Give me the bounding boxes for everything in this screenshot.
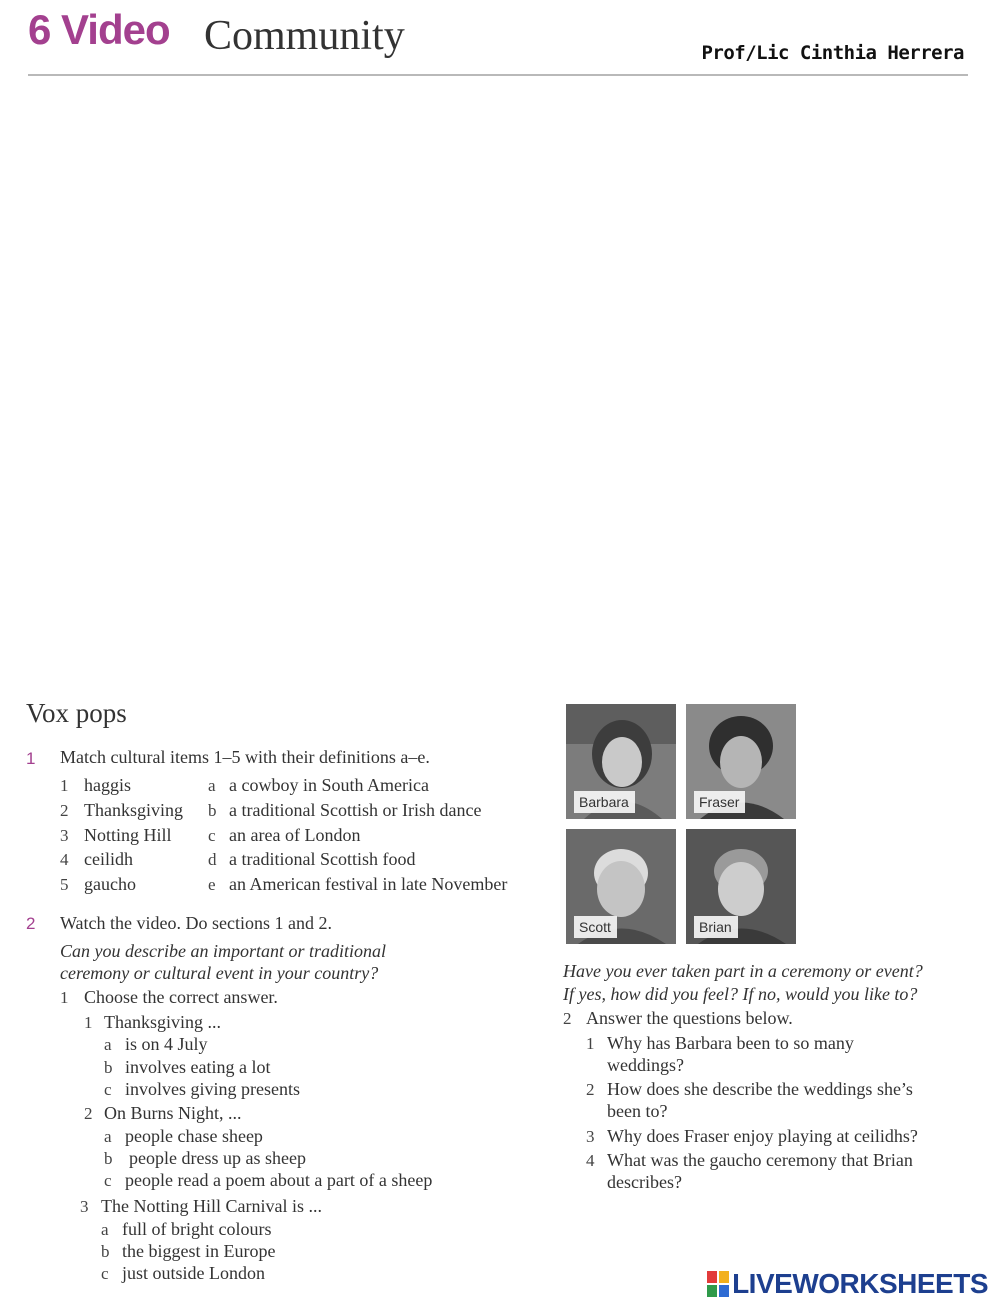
q2-part-num: 2 bbox=[563, 1009, 572, 1028]
brand-name: LIVEWORKSHEETS bbox=[732, 1268, 988, 1299]
author-name: Prof/Lic Cinthia Herrera bbox=[701, 42, 964, 64]
q1-def-letter: b bbox=[208, 801, 217, 820]
q1-item: Notting Hill bbox=[84, 825, 172, 845]
q2-part2-instruction: Answer the questions below. bbox=[586, 1008, 793, 1028]
open-question: weddings? bbox=[607, 1055, 684, 1075]
liveworksheets-icon bbox=[707, 1271, 729, 1297]
section-title: Vox pops bbox=[26, 698, 127, 728]
q1-definition: a traditional Scottish food bbox=[229, 849, 416, 869]
mc-option-letter: b bbox=[101, 1242, 110, 1261]
photo-brian bbox=[686, 829, 796, 944]
open-question-num: 2 bbox=[586, 1080, 595, 1099]
q1-item: Thanksgiving bbox=[84, 800, 183, 820]
mc-option-letter: a bbox=[104, 1035, 112, 1054]
open-question: How does she describe the weddings she’s bbox=[607, 1079, 913, 1099]
photo-fraser bbox=[686, 704, 796, 819]
mc-option[interactable]: is on 4 July bbox=[125, 1034, 208, 1054]
photo-barbara bbox=[566, 704, 676, 819]
mc-option[interactable]: involves giving presents bbox=[125, 1079, 300, 1099]
q1-definition: an area of London bbox=[229, 825, 361, 845]
q1-item: haggis bbox=[84, 775, 131, 795]
open-question: Why has Barbara been to so many bbox=[607, 1033, 854, 1053]
q1-definition: an American festival in late November bbox=[229, 874, 508, 894]
q1-definition: a traditional Scottish or Irish dance bbox=[229, 800, 482, 820]
q1-item-num: 2 bbox=[60, 801, 69, 820]
q1-def-letter: c bbox=[208, 826, 216, 845]
open-question-num: 1 bbox=[586, 1034, 595, 1053]
mc-question-num: 2 bbox=[84, 1104, 93, 1123]
mc-option[interactable]: people read a poem about a part of a sheep bbox=[125, 1170, 433, 1190]
mc-option[interactable]: people dress up as sheep bbox=[129, 1148, 306, 1168]
q1-definition: a cowboy in South America bbox=[229, 775, 429, 795]
mc-option-letter: c bbox=[101, 1264, 109, 1283]
mc-option-letter: a bbox=[104, 1127, 112, 1146]
open-question: been to? bbox=[607, 1101, 668, 1121]
photo-label: Brian bbox=[694, 916, 738, 938]
mc-question-stem: The Notting Hill Carnival is ... bbox=[101, 1196, 322, 1216]
open-question: What was the gaucho ceremony that Brian bbox=[607, 1150, 913, 1170]
header-divider bbox=[28, 74, 968, 76]
mc-question-stem: Thanksgiving ... bbox=[104, 1012, 221, 1032]
open-question: Why does Fraser enjoy playing at ceilidhs? bbox=[607, 1126, 918, 1146]
liveworksheets-logo bbox=[707, 1268, 988, 1300]
q1-item-num: 5 bbox=[60, 875, 69, 894]
q1-item: ceilidh bbox=[84, 849, 133, 869]
photo-scott bbox=[566, 829, 676, 944]
q1-item-num: 1 bbox=[60, 776, 69, 795]
mc-option-letter: c bbox=[104, 1080, 112, 1099]
q2-part1-instruction: Choose the correct answer. bbox=[84, 987, 278, 1007]
q2-number: 2 bbox=[26, 914, 36, 933]
mc-option-letter: a bbox=[101, 1220, 109, 1239]
open-question: describes? bbox=[607, 1172, 682, 1192]
q1-prompt: Match cultural items 1–5 with their definitions a–e. bbox=[60, 747, 430, 767]
q2-prompt: Watch the video. Do sections 1 and 2. bbox=[60, 913, 332, 933]
unit-label: 6 Video bbox=[28, 6, 170, 53]
q1-number: 1 bbox=[26, 749, 36, 768]
q2-part-num: 1 bbox=[60, 988, 69, 1007]
open-question-num: 3 bbox=[586, 1127, 595, 1146]
mc-question-stem: On Burns Night, ... bbox=[104, 1103, 242, 1123]
mc-option[interactable]: people chase sheep bbox=[125, 1126, 263, 1146]
mc-option-letter: b bbox=[104, 1149, 113, 1168]
photo-label: Barbara bbox=[574, 791, 635, 813]
q2-discussion-line: If yes, how did you feel? If no, would you like to? bbox=[563, 984, 918, 1004]
photo-label: Scott bbox=[574, 916, 617, 938]
q2-discussion-line: Can you describe an important or traditional bbox=[60, 941, 386, 961]
q1-item-num: 4 bbox=[60, 850, 69, 869]
q1-def-letter: a bbox=[208, 776, 216, 795]
mc-option[interactable]: full of bright colours bbox=[122, 1219, 272, 1239]
q2-discussion-line: Have you ever taken part in a ceremony or event? bbox=[563, 961, 923, 981]
q1-def-letter: d bbox=[208, 850, 217, 869]
q2-discussion-line: ceremony or cultural event in your country? bbox=[60, 963, 379, 983]
q1-def-letter: e bbox=[208, 875, 216, 894]
mc-option[interactable]: involves eating a lot bbox=[125, 1057, 271, 1077]
mc-option[interactable]: just outside London bbox=[122, 1263, 265, 1283]
mc-question-num: 3 bbox=[80, 1197, 89, 1216]
mc-option-letter: c bbox=[104, 1171, 112, 1190]
q1-item: gaucho bbox=[84, 874, 136, 894]
mc-option[interactable]: the biggest in Europe bbox=[122, 1241, 276, 1261]
mc-question-num: 1 bbox=[84, 1013, 93, 1032]
photo-label: Fraser bbox=[694, 791, 745, 813]
page-title: Community bbox=[204, 13, 405, 59]
open-question-num: 4 bbox=[586, 1151, 595, 1170]
q1-item-num: 3 bbox=[60, 826, 69, 845]
mc-option-letter: b bbox=[104, 1058, 113, 1077]
